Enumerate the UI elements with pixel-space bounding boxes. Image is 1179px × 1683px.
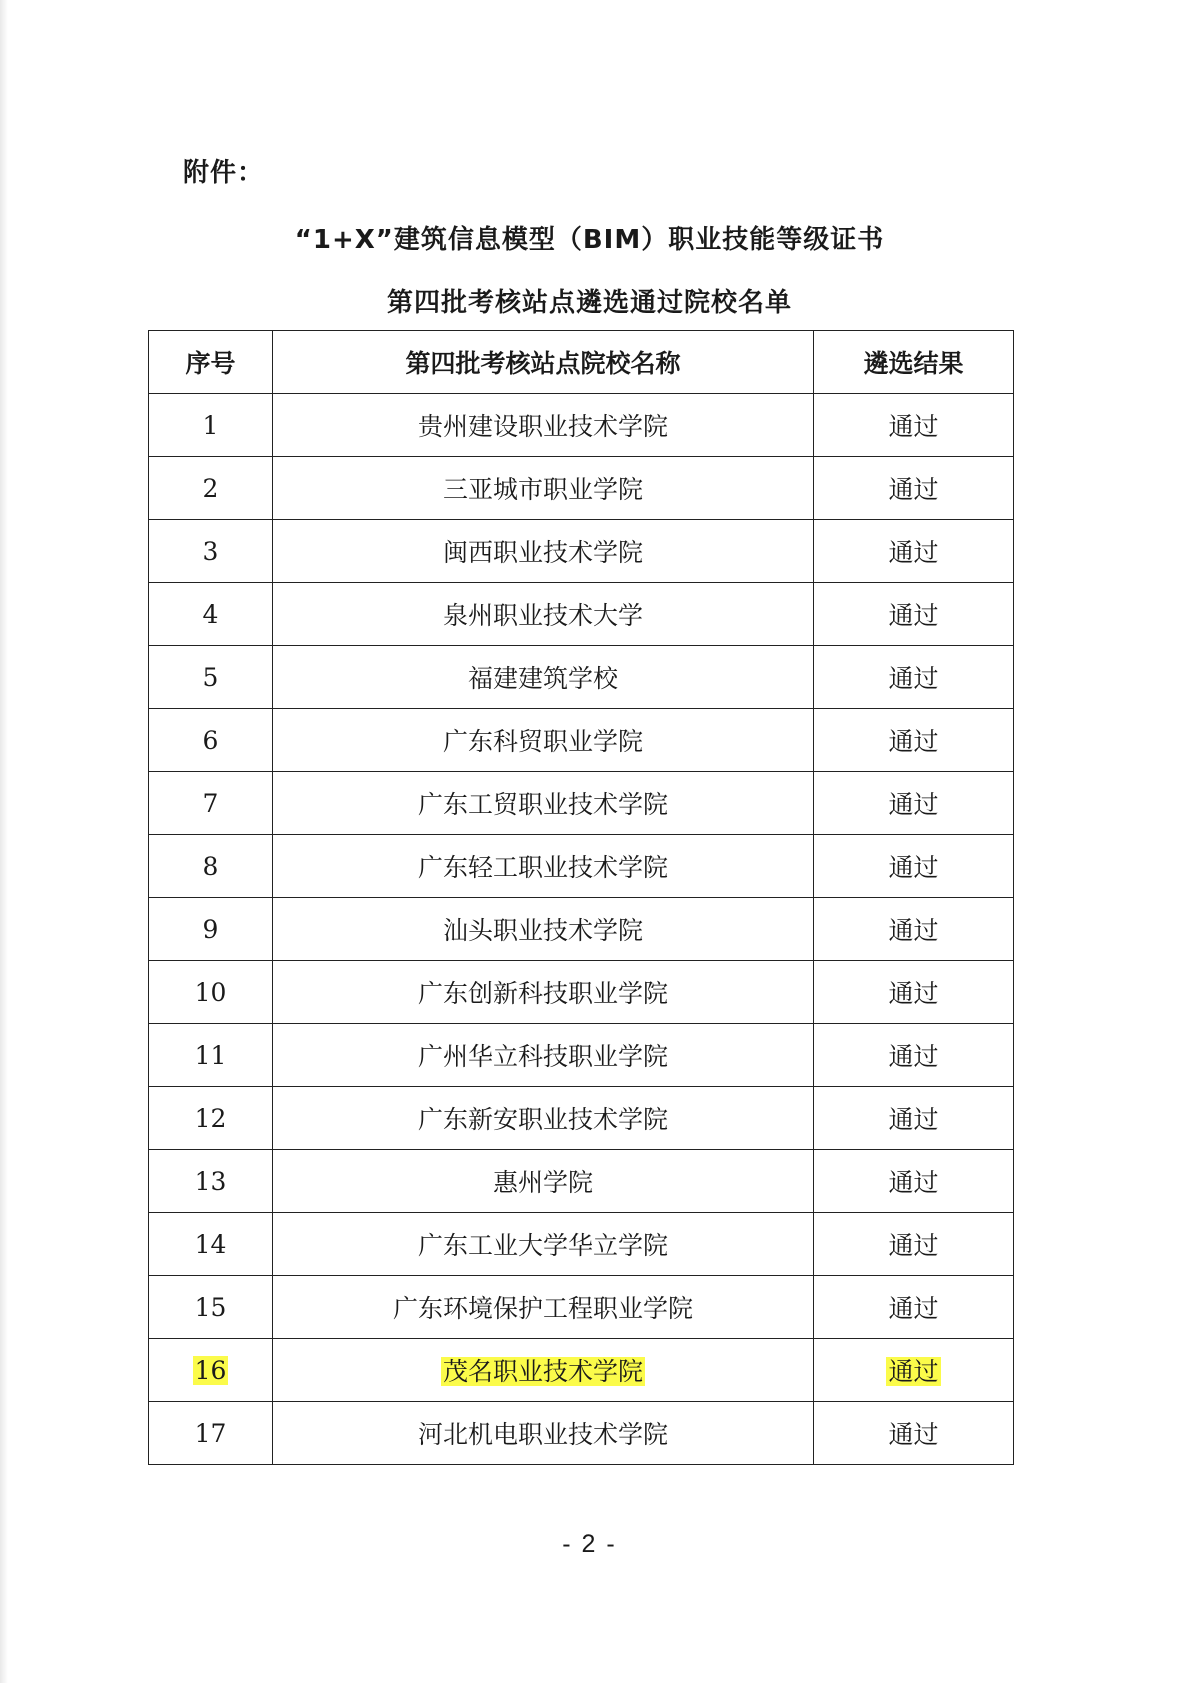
cell-selection-result-cell (814, 394, 1014, 457)
cell-school-name: 广东创新科技职业学院 (417, 979, 668, 1008)
cell-serial-number: 2 (202, 473, 219, 503)
table-row (149, 772, 1014, 835)
cell-selection-result: 通过 (888, 412, 939, 441)
cell-school-name-cell (273, 1024, 814, 1087)
cell-serial-number-cell (149, 1339, 273, 1402)
cell-school-name: 三亚城市职业学院 (442, 475, 643, 504)
table-row (149, 583, 1014, 646)
cell-serial-number: 3 (202, 536, 219, 566)
cell-serial-number-cell (149, 1024, 273, 1087)
cell-school-name: 汕头职业技术学院 (442, 916, 643, 945)
cell-school-name: 河北机电职业技术学院 (417, 1420, 668, 1449)
cell-school-name-cell (273, 583, 814, 646)
cell-selection-result-cell (814, 1087, 1014, 1150)
cell-school-name-cell (273, 1402, 814, 1465)
cell-selection-result: 通过 (888, 1294, 939, 1323)
document-title-line-2: 第四批考核站点遴选通过院校名单 (386, 288, 792, 318)
cell-school-name-cell (273, 961, 814, 1024)
cell-school-name-cell (273, 835, 814, 898)
cell-serial-number-cell (149, 1150, 273, 1213)
cell-school-name: 泉州职业技术大学 (442, 601, 643, 630)
cell-serial-number-cell (149, 1276, 273, 1339)
cell-selection-result: 通过 (888, 538, 939, 567)
cell-selection-result: 通过 (888, 979, 939, 1008)
cell-serial-number: 7 (202, 788, 219, 818)
cell-school-name: 广东环境保护工程职业学院 (392, 1294, 693, 1323)
cell-school-name-cell (273, 457, 814, 520)
cell-school-name-cell (273, 1339, 814, 1402)
cell-serial-number: 1 (202, 410, 219, 440)
table-row (149, 646, 1014, 709)
cell-selection-result: 通过 (888, 1357, 939, 1386)
cell-selection-result-cell (814, 646, 1014, 709)
cell-school-name: 闽西职业技术学院 (442, 538, 643, 567)
cell-selection-result: 通过 (888, 727, 939, 756)
cell-school-name-cell (273, 898, 814, 961)
table-row (149, 1339, 1014, 1402)
cell-selection-result-cell (814, 1339, 1014, 1402)
table-header-row (149, 331, 1014, 394)
cell-selection-result-cell (814, 1402, 1014, 1465)
table-body (149, 394, 1014, 1465)
table-row (149, 520, 1014, 583)
cell-serial-number-cell (149, 709, 273, 772)
cell-selection-result: 通过 (888, 1168, 939, 1197)
cell-selection-result-cell (814, 1213, 1014, 1276)
cell-selection-result-cell (814, 835, 1014, 898)
cell-selection-result: 通过 (888, 475, 939, 504)
cell-school-name-cell (273, 1276, 814, 1339)
cell-selection-result-cell (814, 1024, 1014, 1087)
cell-serial-number-cell (149, 961, 273, 1024)
table-row (149, 898, 1014, 961)
cell-serial-number-cell (149, 1402, 273, 1465)
table-row (149, 709, 1014, 772)
document-title-line-1: “1+X”建筑信息模型（BIM）职业技能等级证书 (294, 225, 885, 255)
cell-selection-result: 通过 (888, 1042, 939, 1071)
cell-serial-number-cell (149, 1087, 273, 1150)
table-row (149, 1024, 1014, 1087)
table-row (149, 1402, 1014, 1465)
cell-serial-number: 15 (194, 1292, 227, 1322)
cell-serial-number: 12 (194, 1103, 227, 1133)
cell-selection-result: 通过 (888, 916, 939, 945)
cell-serial-number: 6 (202, 725, 219, 755)
cell-serial-number: 8 (202, 851, 219, 881)
table-row (149, 961, 1014, 1024)
cell-school-name-cell (273, 520, 814, 583)
cell-school-name: 惠州学院 (492, 1168, 593, 1197)
cell-selection-result-cell (814, 457, 1014, 520)
header-school-name: 第四批考核站点院校名称 (273, 331, 814, 394)
cell-serial-number-cell (149, 520, 273, 583)
cell-school-name: 广东科贸职业学院 (442, 727, 643, 756)
cell-serial-number: 16 (194, 1355, 227, 1385)
table-row (149, 1087, 1014, 1150)
cell-school-name: 福建建筑学校 (467, 664, 618, 693)
table-row (149, 1276, 1014, 1339)
cell-school-name: 广东轻工职业技术学院 (417, 853, 668, 882)
cell-selection-result: 通过 (888, 1105, 939, 1134)
cell-serial-number-cell (149, 457, 273, 520)
cell-school-name: 广东工业大学华立学院 (417, 1231, 668, 1260)
cell-school-name: 广州华立科技职业学院 (417, 1042, 668, 1071)
cell-serial-number-cell (149, 772, 273, 835)
cell-selection-result-cell (814, 1150, 1014, 1213)
cell-selection-result: 通过 (888, 664, 939, 693)
cell-selection-result-cell (814, 709, 1014, 772)
cell-selection-result-cell (814, 520, 1014, 583)
page-number: - 2 - (562, 1530, 617, 1558)
cell-selection-result-cell (814, 898, 1014, 961)
cell-serial-number-cell (149, 898, 273, 961)
cell-serial-number-cell (149, 394, 273, 457)
cell-school-name-cell (273, 1150, 814, 1213)
cell-school-name: 茂名职业技术学院 (442, 1357, 643, 1386)
cell-school-name: 广东新安职业技术学院 (417, 1105, 668, 1134)
cell-serial-number: 14 (194, 1229, 227, 1259)
cell-serial-number: 9 (202, 914, 219, 944)
cell-serial-number-cell (149, 583, 273, 646)
cell-school-name: 贵州建设职业技术学院 (417, 412, 668, 441)
cell-school-name-cell (273, 1087, 814, 1150)
cell-school-name-cell (273, 394, 814, 457)
table-row (149, 1150, 1014, 1213)
cell-serial-number: 17 (194, 1418, 227, 1448)
cell-serial-number: 11 (194, 1040, 227, 1070)
cell-school-name-cell (273, 709, 814, 772)
cell-school-name: 广东工贸职业技术学院 (417, 790, 668, 819)
cell-serial-number: 5 (202, 662, 219, 692)
cell-selection-result: 通过 (888, 601, 939, 630)
cell-selection-result: 通过 (888, 1231, 939, 1260)
cell-selection-result: 通过 (888, 853, 939, 882)
table-row (149, 835, 1014, 898)
cell-serial-number: 10 (194, 977, 227, 1007)
cell-selection-result-cell (814, 1276, 1014, 1339)
table-row (149, 394, 1014, 457)
cell-selection-result-cell (814, 583, 1014, 646)
cell-serial-number-cell (149, 646, 273, 709)
attachment-label: 附件： (183, 158, 265, 188)
cell-serial-number: 4 (202, 599, 219, 629)
cell-selection-result-cell (814, 961, 1014, 1024)
results-table (148, 330, 1014, 1465)
cell-school-name-cell (273, 646, 814, 709)
cell-selection-result: 通过 (888, 790, 939, 819)
cell-school-name-cell (273, 1213, 814, 1276)
cell-selection-result: 通过 (888, 1420, 939, 1449)
header-serial-number: 序号 (149, 331, 273, 394)
cell-serial-number-cell (149, 835, 273, 898)
table-row (149, 457, 1014, 520)
cell-serial-number: 13 (194, 1166, 227, 1196)
header-selection-result: 遴选结果 (814, 331, 1014, 394)
table-row (149, 1213, 1014, 1276)
cell-school-name-cell (273, 772, 814, 835)
cell-selection-result-cell (814, 772, 1014, 835)
cell-serial-number-cell (149, 1213, 273, 1276)
